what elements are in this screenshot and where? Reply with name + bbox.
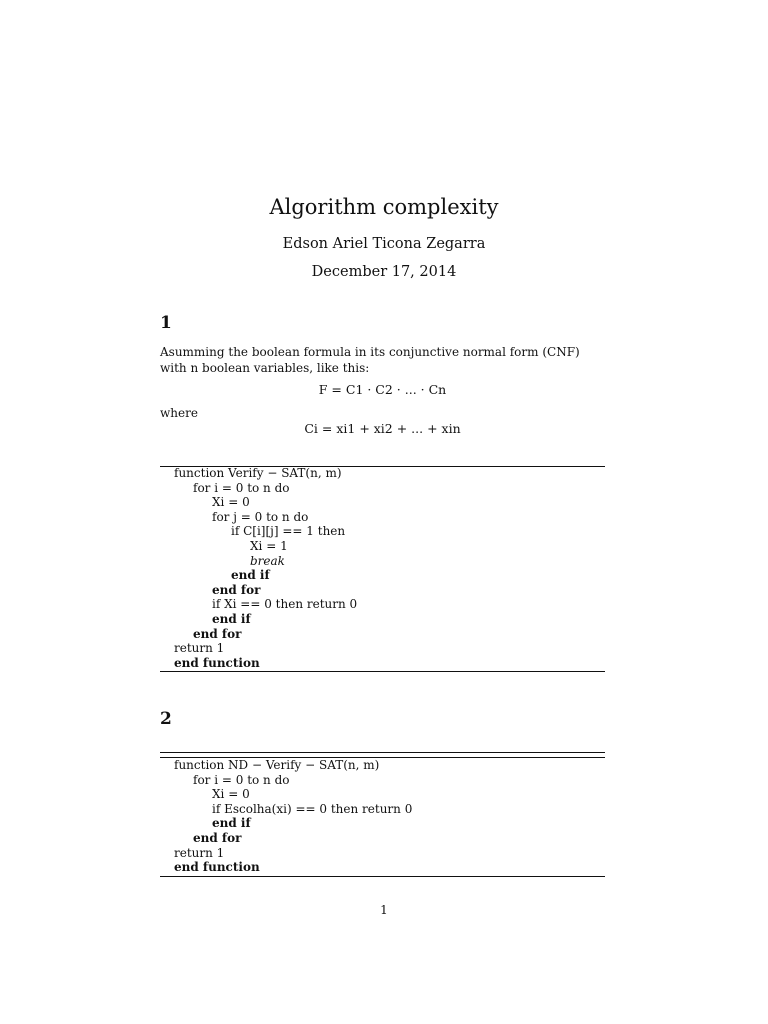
- section-2-heading: 2: [160, 709, 172, 729]
- paper-title: Algorithm complexity: [269, 195, 499, 219]
- formula-f: [160, 382, 605, 397]
- code-line: end if: [212, 611, 251, 626]
- code-line: if C[i][j] == 1 then: [231, 524, 346, 539]
- paper-date: December 17, 2014: [311, 264, 457, 280]
- code-line: Xi = 0: [212, 787, 250, 802]
- code-line: end for: [193, 830, 242, 845]
- code-line: end function: [174, 655, 260, 670]
- section-1-heading: 1: [160, 313, 172, 333]
- algorithm-2-top-rule: [160, 752, 605, 753]
- author-name: Edson Ariel Ticona Zegarra: [282, 236, 486, 252]
- algorithm-1: [174, 466, 357, 670]
- code-line: end if: [212, 816, 251, 831]
- code-line: Xi = 1: [250, 538, 288, 553]
- code-line: end for: [212, 582, 261, 597]
- formula-c: [160, 421, 605, 436]
- formula-c-text: Ci = xi1 + xi2 + ... + xin: [304, 421, 461, 436]
- code-line: function ND − Verify − SAT(n, m): [174, 758, 380, 772]
- section-1-intro: [160, 344, 605, 376]
- algorithm-2-bottom-rule: [160, 876, 605, 877]
- code-line: for j = 0 to n do: [212, 509, 309, 524]
- code-line: if Xi == 0 then return 0: [212, 597, 358, 612]
- code-line: end function: [174, 860, 260, 875]
- code-line: return 1: [174, 845, 225, 860]
- code-line: for i = 0 to n do: [193, 480, 290, 495]
- code-line: end if: [231, 568, 270, 583]
- code-line: for i = 0 to n do: [193, 772, 290, 787]
- page-number: 1: [380, 903, 388, 917]
- algorithm-2: [174, 758, 412, 875]
- code-line: end for: [193, 626, 242, 641]
- code-line: if Escolha(xi) == 0 then return 0: [212, 801, 413, 816]
- where-label: where: [160, 406, 198, 420]
- code-line: break: [250, 553, 285, 568]
- code-line: function Verify − SAT(n, m): [174, 466, 342, 480]
- algorithm-1-bottom-rule: [160, 671, 605, 672]
- formula-f-text: F = C1 · C2 · ... · Cn: [318, 382, 447, 397]
- code-line: Xi = 0: [212, 495, 250, 510]
- intro-text: Asumming the boolean formula in its conjunctive normal form (CNF) with n boolean variables, like this:: [160, 345, 580, 375]
- code-line: return 1: [174, 641, 225, 656]
